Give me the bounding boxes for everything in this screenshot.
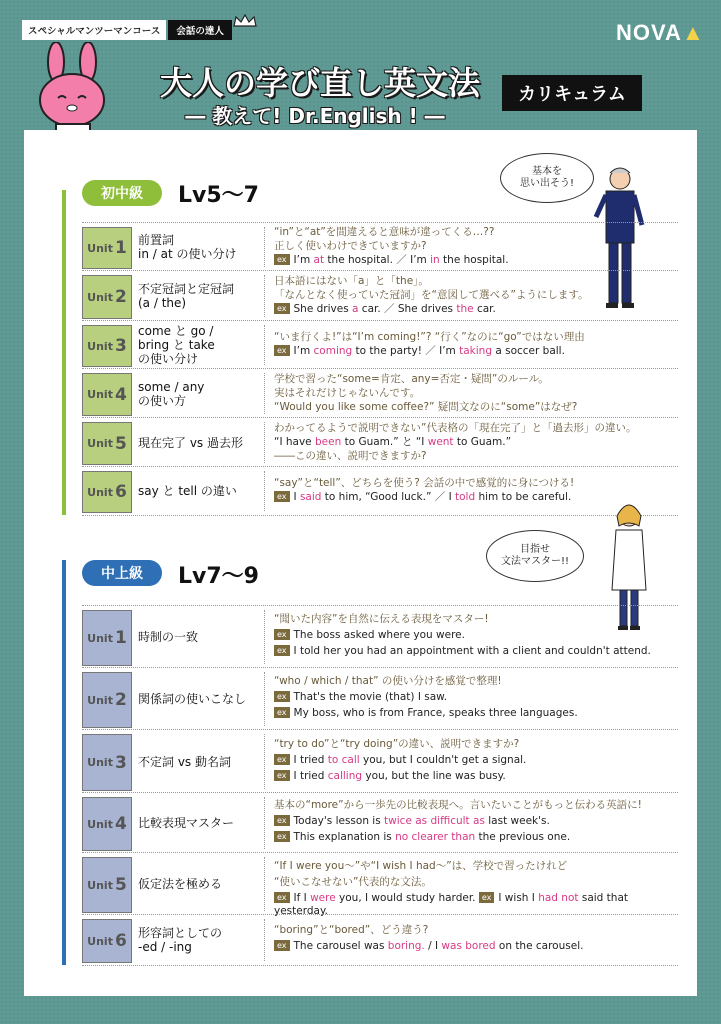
unit-number-box xyxy=(82,373,132,416)
unit-number-box xyxy=(82,734,132,791)
unit-word: Unit xyxy=(87,290,113,304)
example-text: the previous one. xyxy=(475,831,571,843)
example-line xyxy=(274,940,674,953)
example-text: to the party! ／ I’m xyxy=(352,345,460,357)
example-text: to him, “Good luck.” ／ I xyxy=(321,491,456,503)
unit-number-box xyxy=(82,471,132,513)
ex-badge: ex xyxy=(274,629,290,640)
highlight-text: twice as difficult as xyxy=(384,815,485,827)
beginner-unit-row xyxy=(82,320,678,369)
example-text: last week's. xyxy=(484,815,550,827)
example-text: That's the movie (that) I saw. xyxy=(293,691,448,703)
highlight-text: told xyxy=(455,491,476,503)
unit-topic: come と go / bring と take の使い分け xyxy=(138,324,215,366)
example-text: car. xyxy=(473,303,496,315)
unit-number: 5 xyxy=(114,433,127,454)
highlight-text: at xyxy=(313,254,325,266)
description-line: “boring”と“bored”、どう違う? xyxy=(274,924,429,936)
divider xyxy=(264,325,265,365)
example-text: the hospital. ／ I’m xyxy=(324,254,431,266)
example-text: him to be careful. xyxy=(475,491,572,503)
ex-badge: ex xyxy=(274,754,290,765)
example-line xyxy=(274,770,674,783)
unit-number: 5 xyxy=(114,875,127,895)
description-line: 日本語にはない「a」と「the」。 xyxy=(274,275,429,287)
ex-badge: ex xyxy=(274,892,290,903)
example-text: I’m xyxy=(293,345,314,357)
unit-number-box xyxy=(82,275,132,319)
ex-badge: ex xyxy=(274,707,290,718)
description-line: “in”と“at”を間違えると意味が違ってくる…?? xyxy=(274,226,495,238)
example-line xyxy=(274,831,674,844)
example-text: you, I would study harder. xyxy=(335,892,479,904)
unit-number-box xyxy=(82,610,132,666)
crown-icon xyxy=(232,14,258,28)
example-text: The carousel was xyxy=(293,940,388,952)
ex-badge: ex xyxy=(274,691,290,702)
unit-description xyxy=(274,860,674,921)
description-line: ――この違い、説明できますか? xyxy=(274,449,427,462)
example-line xyxy=(274,707,674,720)
unit-word: Unit xyxy=(87,339,113,353)
unit-number-box xyxy=(82,325,132,367)
beginner-unit-row xyxy=(82,368,678,418)
divider xyxy=(264,373,265,414)
beginner-label: 初中級 xyxy=(82,180,162,206)
ex-badge: ex xyxy=(274,940,290,951)
unit-word: Unit xyxy=(87,756,113,769)
description-line: “who / which / that” の使い分けを感覚で整理! xyxy=(274,675,502,687)
divider xyxy=(264,227,265,267)
example-text: She drives xyxy=(293,303,353,315)
unit-word: Unit xyxy=(87,241,113,255)
example-text: the hospital. xyxy=(439,254,509,266)
intermediate-label: 中上級 xyxy=(82,560,162,586)
example-text: I tried xyxy=(293,769,328,782)
highlight-text: had not xyxy=(538,892,579,904)
unit-number-box xyxy=(82,672,132,728)
intermediate-unit-row xyxy=(82,852,678,915)
beginner-unit-row xyxy=(82,417,678,467)
ex-badge: ex xyxy=(274,831,290,842)
example-line xyxy=(274,754,674,767)
unit-word: Unit xyxy=(87,437,113,450)
unit-number: 6 xyxy=(114,931,127,951)
description-line: 正しく使いわけできていますか? xyxy=(274,240,427,252)
example-line xyxy=(274,345,674,358)
intermediate-unit-row xyxy=(82,729,678,793)
unit-number: 2 xyxy=(114,690,127,710)
example-text: to Guam.” xyxy=(453,435,512,448)
description-line: “いま行くよ!”は“I’m coming!”? “行く”なのに“go”ではない理由 xyxy=(274,331,585,343)
unit-word: Unit xyxy=(87,878,113,892)
example-text: This explanation is xyxy=(293,831,396,843)
description-line: “If I were you〜”や“I wish I had〜”は、学校で習ったけれど xyxy=(274,860,568,872)
unit-number-box xyxy=(82,797,132,851)
unit-topic: 関係詞の使いこなし xyxy=(138,692,247,706)
highlight-text: calling xyxy=(327,769,363,782)
example-text: I told her you had an appointment with a client and couldn't attend. xyxy=(293,645,651,657)
ex-badge: ex xyxy=(274,491,290,502)
description-line: “使いこなせない”代表的な文法。 xyxy=(274,876,432,888)
example-line xyxy=(274,691,674,704)
highlight-text: to call xyxy=(327,753,360,766)
beginner-bar xyxy=(62,190,66,515)
unit-description xyxy=(274,924,674,956)
nova-logo: NOVA▲ xyxy=(616,20,705,45)
divider xyxy=(264,610,265,664)
example-line xyxy=(274,629,674,642)
highlight-text: said xyxy=(299,491,322,503)
highlight-text: taking xyxy=(459,345,492,357)
unit-word: Unit xyxy=(87,693,113,707)
unit-number: 6 xyxy=(114,482,127,502)
divider xyxy=(264,471,265,511)
highlight-text: in xyxy=(430,254,440,266)
divider xyxy=(264,734,265,789)
example-text: car. ／ She drives xyxy=(358,303,457,315)
divider xyxy=(264,672,265,726)
unit-description xyxy=(274,738,674,786)
intermediate-unit-row xyxy=(82,605,678,668)
unit-description xyxy=(274,422,674,464)
example-text: If I xyxy=(293,892,311,904)
example-line xyxy=(274,254,674,267)
ex-badge: ex xyxy=(479,892,495,903)
unit-topic: 仮定法を極める xyxy=(138,877,223,891)
example-text: The boss asked where you were. xyxy=(293,629,465,641)
description-line: “Would you like some coffee?” 疑問文なのに“some”はなぜ? xyxy=(274,400,578,413)
beginner-unit-row xyxy=(82,270,678,321)
ex-badge: ex xyxy=(274,645,290,656)
example-text: / I xyxy=(424,940,442,952)
speech-bubble-top: 基本を 思い出そう! xyxy=(500,153,594,203)
example-text: I xyxy=(293,491,300,503)
unit-topic: 前置詞 in / at の使い分け xyxy=(138,233,237,261)
highlight-text: no clearer than xyxy=(395,831,476,843)
unit-topic: 形容詞としての -ed / -ing xyxy=(138,926,223,954)
example-text: Today's lesson is xyxy=(293,815,385,827)
main-title: 大人の学び直し英文法 xyxy=(159,64,480,102)
beginner-range: Lv5〜7 xyxy=(178,183,259,208)
ex-badge: ex xyxy=(274,303,290,314)
unit-word: Unit xyxy=(87,388,113,401)
beginner-unit-row xyxy=(82,466,678,516)
description-line: “try to do”と“try doing”の違い、説明できますか? xyxy=(274,737,520,750)
example-text: I tried xyxy=(293,753,328,766)
unit-number-box xyxy=(82,422,132,465)
unit-number-box xyxy=(82,227,132,269)
example-line xyxy=(274,303,674,316)
unit-topic: 不定冠詞と定冠詞 (a / the) xyxy=(138,282,235,310)
unit-topic: some / any の使い方 xyxy=(138,379,205,408)
example-text: a soccer ball. xyxy=(492,345,565,357)
highlight-text: were xyxy=(310,892,336,904)
unit-description xyxy=(274,373,674,415)
intermediate-unit-row xyxy=(82,914,678,966)
curriculum-badge: カリキュラム xyxy=(502,75,642,111)
highlight-text: a xyxy=(352,303,359,315)
example-text: I’m xyxy=(293,254,314,266)
unit-number: 4 xyxy=(114,814,127,834)
divider xyxy=(264,275,265,317)
unit-description xyxy=(274,675,674,723)
unit-topic: 不定詞 vs 動名詞 xyxy=(138,754,231,769)
sub-title: ― 教えて! Dr.English ! ― xyxy=(185,104,445,128)
course-sub-tag: 会話の達人 xyxy=(168,20,232,40)
description-line: 実はそれだけじゃないんです。 xyxy=(274,386,421,399)
example-text: said that yesterday. xyxy=(274,892,629,917)
course-name: スペシャルマンツーマンコース xyxy=(22,20,166,40)
description-line: 学校で習った“some=肯定、any=否定・疑問”のルール。 xyxy=(274,372,549,385)
unit-description xyxy=(274,613,674,661)
unit-word: Unit xyxy=(87,631,113,645)
example-text: “I have xyxy=(274,435,315,448)
speech-bubble-bottom: 目指せ 文法マスター!! xyxy=(486,530,584,582)
example-text: on the carousel. xyxy=(495,940,584,952)
highlight-text: boring. xyxy=(387,940,425,952)
example-text: you, but the line was busy. xyxy=(362,769,506,782)
description-line: “聞いた内容”を自然に伝える表現をマスター! xyxy=(274,613,489,625)
unit-topic: 現在完了 vs 過去形 xyxy=(138,435,243,450)
intermediate-unit-row xyxy=(82,667,678,730)
unit-description xyxy=(274,226,674,268)
unit-number-box xyxy=(82,857,132,913)
highlight-text: coming xyxy=(313,345,353,357)
ex-badge: ex xyxy=(274,254,290,265)
unit-number: 3 xyxy=(114,336,127,356)
divider xyxy=(264,919,265,961)
example-line xyxy=(274,815,674,828)
unit-description xyxy=(274,331,674,359)
ex-badge: ex xyxy=(274,770,290,781)
unit-number: 2 xyxy=(114,287,127,307)
unit-number: 3 xyxy=(114,752,127,773)
highlight-text: was bored xyxy=(441,940,496,952)
course-tag xyxy=(22,20,232,40)
example-text: I wish I xyxy=(498,892,539,904)
description-line: “say”と“tell”、どちらを使う? 会話の中で感覚的に身につける! xyxy=(274,477,575,489)
unit-word: Unit xyxy=(87,817,113,831)
description-line: 「なんとなく使っていた冠詞」を“意図して選べる”ようにします。 xyxy=(274,289,589,301)
description-line: 基本の“more”から一歩先の比較表現へ。言いたいことがもっと伝わる英語に! xyxy=(274,799,642,811)
example-text: you, but I couldn't get a signal. xyxy=(359,753,527,766)
highlight-text: went xyxy=(427,435,454,448)
ex-badge: ex xyxy=(274,815,290,826)
description-line: わかってるようで説明できない”代表格の「現在完了」と「過去形」の違い。 xyxy=(274,421,637,434)
unit-description xyxy=(274,799,674,847)
example-text: My boss, who is from France, speaks three languages. xyxy=(293,707,578,719)
unit-word: Unit xyxy=(87,485,113,499)
unit-topic: say と tell の違い xyxy=(138,484,237,498)
intermediate-unit-row xyxy=(82,792,678,853)
divider xyxy=(264,797,265,849)
ex-badge: ex xyxy=(274,345,290,356)
unit-topic: 時制の一致 xyxy=(138,630,199,644)
intermediate-bar xyxy=(62,560,66,965)
divider xyxy=(264,857,265,911)
highlight-text: been xyxy=(314,435,342,448)
intermediate-range: Lv7〜9 xyxy=(178,564,259,589)
unit-number: 1 xyxy=(114,628,127,648)
unit-topic: 比較表現マスター xyxy=(138,816,235,830)
example-line xyxy=(274,645,674,658)
unit-number: 4 xyxy=(114,384,127,405)
unit-number: 1 xyxy=(114,238,127,258)
unit-number-box xyxy=(82,919,132,963)
divider xyxy=(264,422,265,463)
unit-description xyxy=(274,275,674,317)
description-line xyxy=(274,436,674,449)
unit-word: Unit xyxy=(87,934,113,948)
beginner-unit-row xyxy=(82,222,678,271)
highlight-text: the xyxy=(456,303,474,315)
example-text: to Guam.” と “I xyxy=(341,435,428,448)
